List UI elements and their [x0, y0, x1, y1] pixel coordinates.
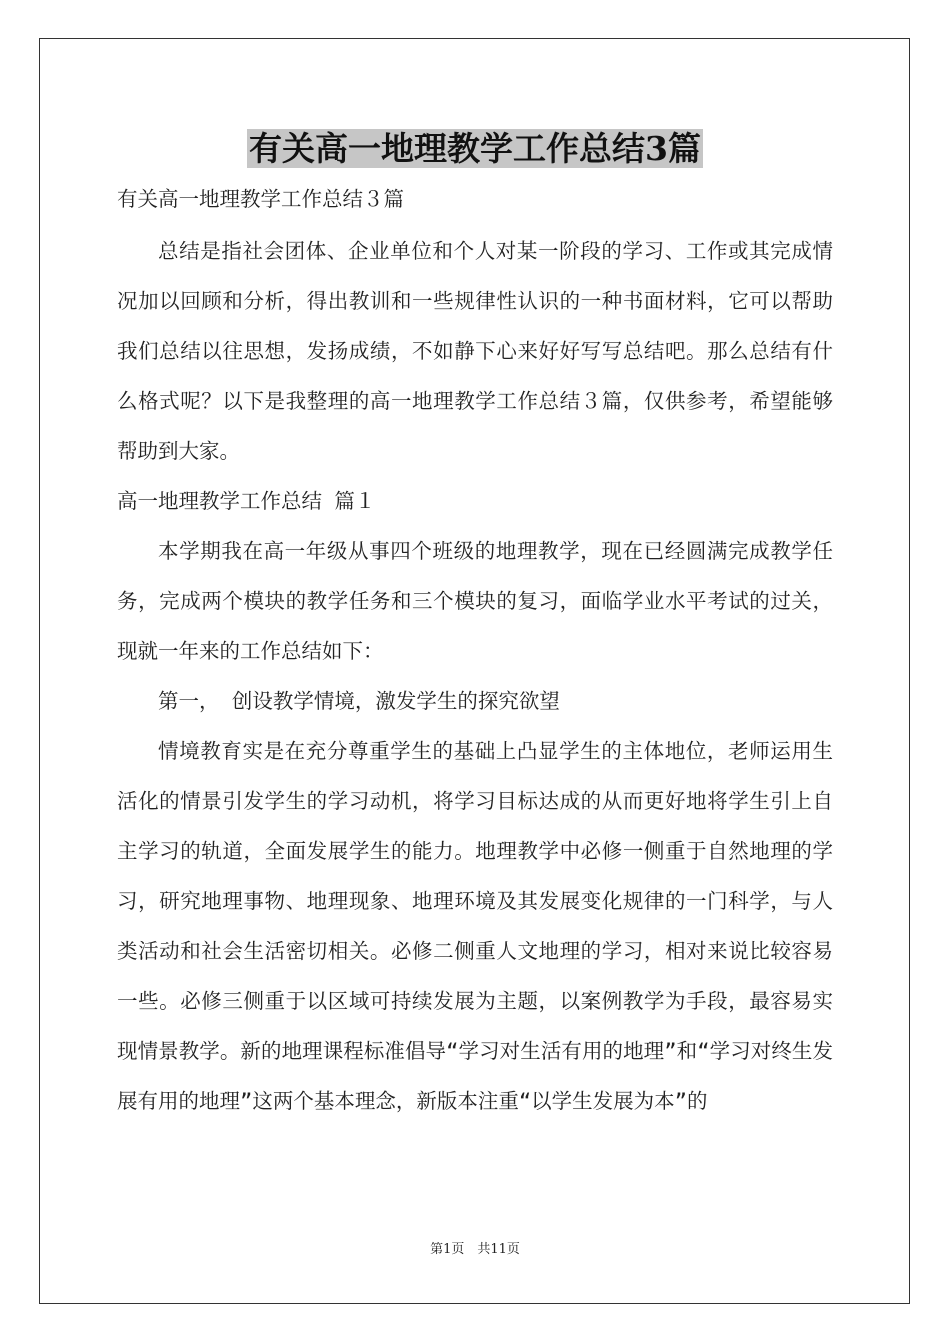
document-title: 有关高一地理教学工作总结3篇 — [249, 129, 701, 168]
intro-paragraph: 总结是指社会团体、企业单位和个人对某一阶段的学习、工作或其完成情况加以回顾和分析，得出教训和一些规律性认识的一种书面材料，它可以帮助我们总结以往思想，发扬成绩，不如静下心来好好写写总结吧。那么总结有什么格式呢？以下是我整理的高一地理教学工作总结３篇，仅供参考，希望能够帮助到大家。 — [117, 239, 833, 463]
document-body — [117, 174, 833, 1126]
section-heading: 高一地理教学工作总结 篇１ — [117, 489, 376, 513]
body-paragraph-1: 本学期我在高一年级从事四个班级的地理教学，现在已经圆满完成教学任务，完成两个模块的教学任务和三个模块的复习，面临学业水平考试的过关，现就一年来的工作总结如下： — [117, 539, 833, 663]
document-subtitle: 有关高一地理教学工作总结３篇 — [117, 187, 404, 211]
point-heading-1: 第一， 创设教学情境，激发学生的探究欲望 — [158, 689, 560, 713]
body-paragraph-2: 情境教育实是在充分尊重学生的基础上凸显学生的主体地位，老师运用生活化的情景引发学生的学习动机，将学习目标达成的从而更好地将学生引上自主学习的轨道，全面发展学生的能力。地理教学中必修一侧重于自然地理的学习，研究地理事物、地理现象、地理环境及其发展变化规律的一门科学，与人类活动和社会生活密切相关。必修二侧重人文地理的学习，相对来说比较容易一些。必修三侧重于以区域可持续发展为主题，以案例教学为手段，最容易实现情景教学。新的地理课程标准倡导“学习对生活有用的地理”和“学习对终生发展有用的地理”这两个基本理念，新版本注重“以学生发展为本”的 — [117, 739, 833, 1113]
page-number: 第1页 共11页 — [430, 1242, 520, 1257]
